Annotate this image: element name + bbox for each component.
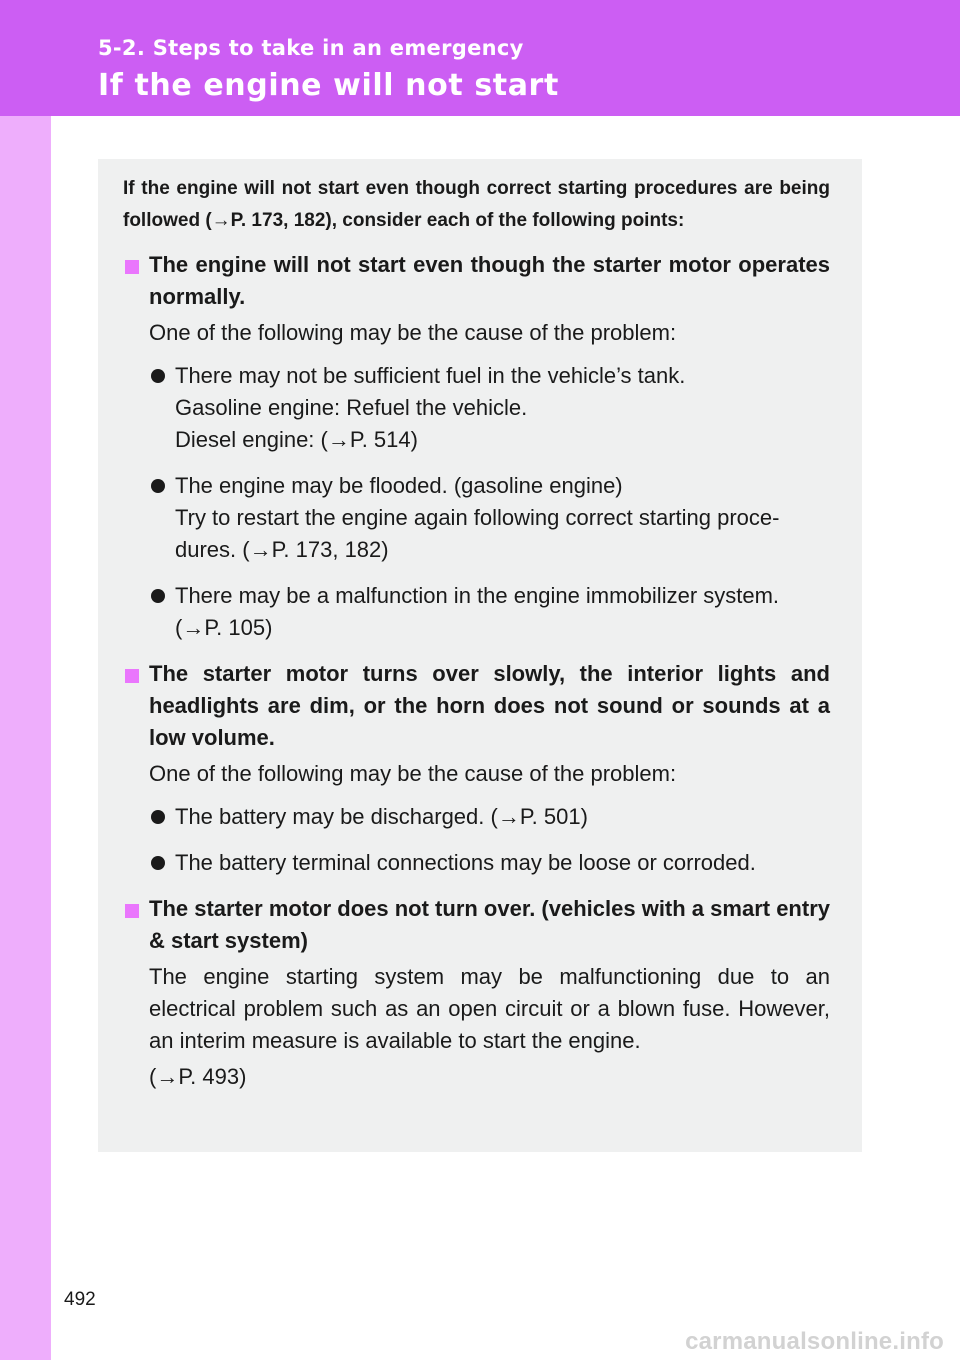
- page-title: If the engine will not start: [98, 68, 559, 103]
- content-box: [98, 159, 862, 1152]
- side-strip: [0, 116, 51, 1360]
- item-line: The battery terminal connections may be loose or corroded.: [175, 850, 756, 875]
- item-line: Try to restart the engine again following correct starting proce-: [175, 505, 780, 530]
- square-bullet-icon: [125, 904, 139, 918]
- list-item: [149, 360, 830, 456]
- section-lead: One of the following may be the cause of the problem:: [149, 761, 677, 786]
- square-bullet-icon: [125, 260, 139, 274]
- round-bullet-icon: [151, 369, 165, 383]
- round-bullet-icon: [151, 589, 165, 603]
- watermark: carmanualsonline.info: [685, 1328, 944, 1355]
- section-heading: The starter motor turns over slowly, the interior lights and headlights are dim, or the horn does not sound or sounds at a low volume.: [149, 661, 830, 750]
- page-reference[interactable]: (→P. 493): [149, 1064, 247, 1089]
- page-reference[interactable]: (→P. 105): [175, 615, 273, 640]
- item-line: There may not be sufficient fuel in the vehicle’s tank.: [175, 363, 686, 388]
- section-starter-slow: [123, 658, 830, 879]
- section-lead: One of the following may be the cause of the problem:: [149, 320, 677, 345]
- list-item: [149, 847, 830, 879]
- section-starter-normal: [123, 249, 830, 644]
- section-heading: The starter motor does not turn over. (vehicles with a smart entry & start system): [149, 896, 830, 953]
- section-heading: The engine will not start even though the starter motor operates normally.: [149, 252, 830, 309]
- section-body: The engine starting system may be malfunctioning due to an electrical problem such as an open circuit or a blown fuse. However, an interim measure is available to start the engine.: [149, 964, 830, 1053]
- page-reference[interactable]: dures. (→P. 173, 182): [175, 537, 389, 562]
- square-bullet-icon: [125, 669, 139, 683]
- round-bullet-icon: [151, 856, 165, 870]
- round-bullet-icon: [151, 810, 165, 824]
- page-number: 492: [64, 1289, 96, 1310]
- intro-text: If the engine will not start even though correct starting procedures are being followed (→P. 173, 182), consider each of the following points:: [123, 178, 830, 231]
- section-label: 5-2. Steps to take in an emergency: [98, 36, 524, 60]
- item-line: Gasoline engine: Refuel the vehicle.: [175, 395, 528, 420]
- section-starter-no-turn: [123, 893, 830, 1093]
- item-line: The battery may be discharged. (→P. 501): [175, 804, 588, 829]
- item-line: There may be a malfunction in the engine immobilizer system.: [175, 583, 780, 608]
- list-item: [149, 470, 830, 566]
- list-item: [149, 580, 830, 644]
- round-bullet-icon: [151, 479, 165, 493]
- list-item: [149, 801, 830, 833]
- item-line: The engine may be flooded. (gasoline engine): [175, 473, 623, 498]
- page-reference[interactable]: Diesel engine: (→P. 514): [175, 427, 418, 452]
